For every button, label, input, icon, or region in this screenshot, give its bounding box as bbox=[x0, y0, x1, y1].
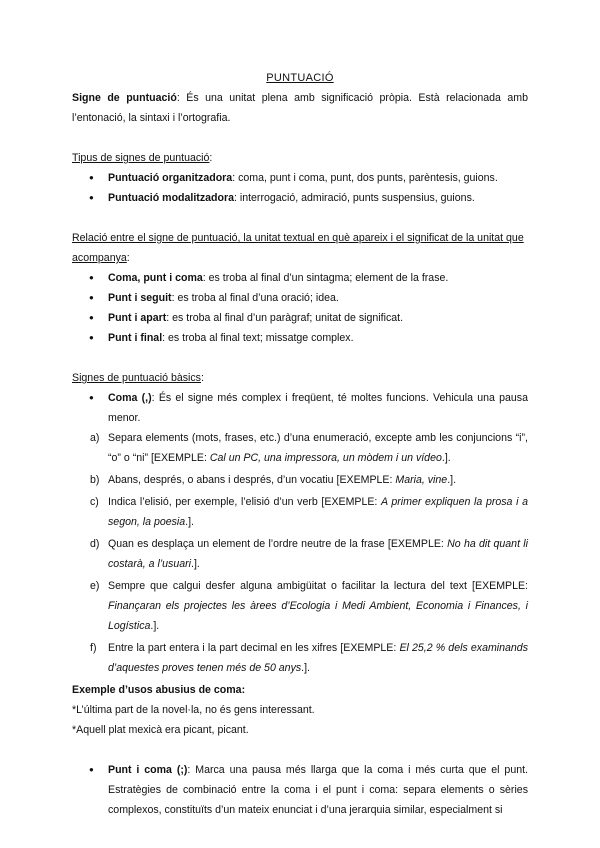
list-item bbox=[72, 428, 528, 468]
list-item bbox=[72, 268, 528, 288]
basics-heading-colon: : bbox=[200, 372, 204, 384]
spacer bbox=[72, 208, 528, 228]
use-suffix: .]. bbox=[185, 516, 195, 528]
spacer bbox=[72, 740, 528, 760]
use-example: Finançaran els projectes les àrees d’Ecologia i Medi Ambient, Economia i Finances, i Logística bbox=[108, 600, 528, 632]
use-example: A primer expliquen la prosa i a segon, la poesia bbox=[108, 496, 528, 528]
relation-heading-colon: : bbox=[126, 252, 130, 264]
spacer bbox=[72, 348, 528, 368]
abuse-heading-colon: : bbox=[241, 684, 246, 696]
use-suffix: .]. bbox=[301, 662, 311, 674]
item-term: Coma (,) bbox=[108, 392, 152, 404]
item-text: : És el signe més complex i freqüent, té moltes funcions. Vehicula una pausa menor. bbox=[108, 392, 528, 424]
page-title: PUNTUACIÓ bbox=[266, 72, 334, 84]
list-marker: c) bbox=[90, 496, 99, 508]
use-text: Indica l’elisió, per exemple, l’elisió d’un verb [EXEMPLE: bbox=[108, 496, 382, 508]
intro-term: Signe de puntuació bbox=[72, 92, 177, 104]
list-marker: a) bbox=[90, 432, 100, 444]
list-item bbox=[72, 388, 528, 428]
use-suffix: .]. bbox=[447, 474, 457, 486]
item-term: Puntuació modalitzadora bbox=[108, 192, 234, 204]
use-text: Entre la part entera i la part decimal en les xifres [EXEMPLE: bbox=[108, 642, 400, 654]
item-term: Punt i apart bbox=[108, 312, 167, 324]
item-text: : es troba al final d’un paràgraf; unitat de significat. bbox=[166, 312, 404, 324]
list-item bbox=[72, 188, 528, 208]
types-list bbox=[72, 168, 528, 208]
abuse-example: *Aquell plat mexicà era picant, picant. bbox=[72, 724, 249, 736]
item-term: Coma, punt i coma bbox=[108, 272, 203, 284]
list-marker: e) bbox=[90, 580, 100, 592]
coma-list bbox=[72, 388, 528, 428]
list-item bbox=[72, 288, 528, 308]
document-page bbox=[72, 68, 528, 820]
puntcoma-list bbox=[72, 760, 528, 820]
abuse-example: *L’última part de la novel·la, no és gens interessant. bbox=[72, 704, 315, 716]
list-item bbox=[72, 308, 528, 328]
list-item bbox=[72, 576, 528, 636]
use-example: Cal un PC, una impressora, un mòdem i un vídeo bbox=[209, 452, 442, 464]
use-suffix: .]. bbox=[150, 620, 160, 632]
item-text: : es troba al final text; missatge complex. bbox=[162, 332, 354, 344]
coma-uses-list bbox=[72, 428, 528, 678]
item-text: : interrogació, admiració, punts suspensius, guions. bbox=[233, 192, 475, 204]
item-term: Punt i coma (;) bbox=[108, 764, 188, 776]
use-suffix: .]. bbox=[441, 452, 451, 464]
types-heading-colon: : bbox=[209, 152, 213, 164]
relation-heading: Relació entre el signe de puntuació, la unitat textual en què apareix i el significat de la unitat que acompanya bbox=[72, 232, 524, 264]
list-item bbox=[72, 760, 528, 820]
basics-heading-line bbox=[72, 368, 528, 388]
types-heading: Tipus de signes de puntuació bbox=[72, 152, 210, 164]
item-text: : es troba al final d’un sintagma; element de la frase. bbox=[202, 272, 449, 284]
use-text: Separa elements (mots, frases, etc.) d’una enumeració, excepte amb les conjuncions “i”, “o” o “ni” [EXEMPLE: bbox=[108, 432, 528, 464]
relation-list bbox=[72, 268, 528, 348]
use-suffix: .]. bbox=[191, 558, 200, 570]
use-text: Sempre que calgui desfer alguna ambigüitat o facilitar la lectura del text [EXEMPLE: bbox=[108, 580, 528, 592]
list-item bbox=[72, 328, 528, 348]
spacer bbox=[72, 128, 528, 148]
abuse-heading: Exemple d’usos abusius de coma bbox=[72, 684, 242, 696]
intro-text: : És una unitat plena amb significació pròpia. Està relacionada amb l’entonació, la sintaxi i l’ortografia. bbox=[72, 92, 528, 124]
list-item bbox=[72, 638, 528, 678]
list-item bbox=[72, 470, 528, 490]
item-text: : es troba al final d’una oració; idea. bbox=[171, 292, 339, 304]
use-text: Quan es desplaça un element de l’ordre neutre de la frase [EXEMPLE: bbox=[108, 538, 448, 550]
list-item bbox=[72, 168, 528, 188]
list-marker: d) bbox=[90, 538, 100, 550]
relation-heading-line bbox=[72, 228, 528, 268]
item-term: Punt i final bbox=[108, 332, 163, 344]
use-example: No ha dit quant li costarà, a l’usuari bbox=[108, 538, 528, 570]
item-term: Punt i seguit bbox=[108, 292, 172, 304]
list-item bbox=[72, 534, 528, 574]
use-text: Abans, després, o abans i després, d’un vocatiu [EXEMPLE: bbox=[108, 474, 396, 486]
item-term: Puntuació organitzadora bbox=[108, 172, 233, 184]
list-marker: b) bbox=[90, 474, 100, 486]
item-text: : Marca una pausa més llarga que la coma i més curta que el punt. Estratègies de combinació entre la coma i el punt i coma: separa elements o sèries complexos, constituïts d’un mateix enunciat i d’una jerarquia similar, especialment si bbox=[108, 764, 528, 816]
use-example: El 25,2 % dels examinands d’aquestes proves tenen més de 50 anys bbox=[108, 642, 528, 674]
intro-paragraph bbox=[72, 88, 528, 128]
use-example: Maria, vine bbox=[395, 474, 448, 486]
abuse-heading-line bbox=[72, 680, 528, 700]
list-marker: f) bbox=[90, 642, 97, 654]
basics-heading: Signes de puntuació bàsics bbox=[72, 372, 201, 384]
list-item bbox=[72, 492, 528, 532]
item-text: : coma, punt i coma, punt, dos punts, parèntesis, guions. bbox=[232, 172, 498, 184]
types-heading-line bbox=[72, 148, 528, 168]
